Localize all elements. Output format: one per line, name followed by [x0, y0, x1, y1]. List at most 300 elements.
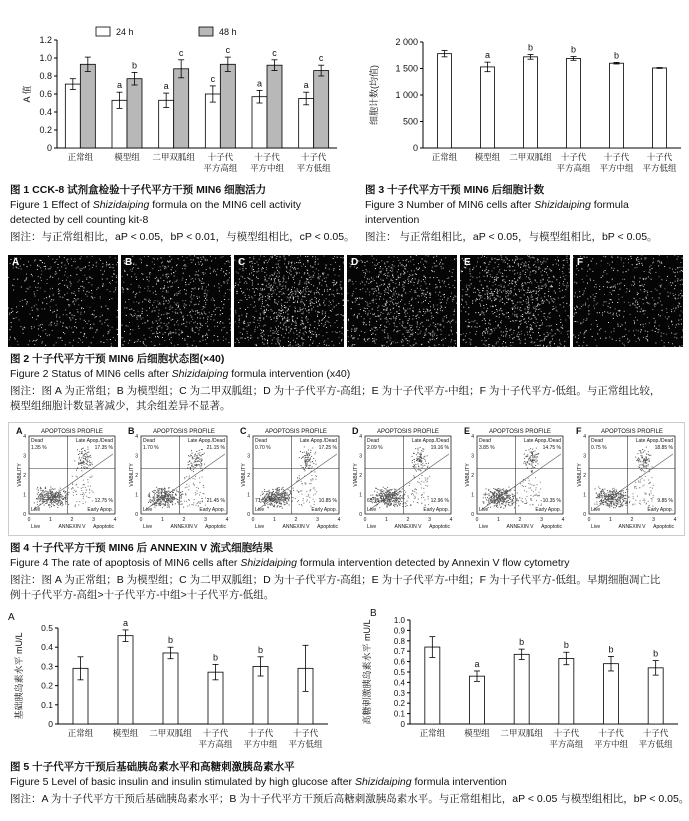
flow-x-tick: 3 — [428, 517, 431, 523]
flow-profile-title: APOPTOSIS PROFILE — [265, 429, 327, 435]
x-tick-label: 模型组 — [474, 152, 501, 162]
flow-y-axis-label: VIABILITY — [241, 463, 247, 487]
flow-plot — [13, 424, 121, 534]
fig2-cap-b: formula intervention (x40) — [228, 368, 351, 380]
flow-x-tick: 3 — [316, 517, 319, 523]
x-tick-label: 十子代 — [300, 152, 327, 162]
flow-panel-label: B — [128, 426, 135, 436]
y-tick-label: 0.1 — [41, 699, 53, 710]
y-tick-label: 0.4 — [39, 107, 52, 117]
flow-x-tick: 4 — [561, 517, 565, 523]
fig3-cap-a: Figure 3 Number of MIN6 cells after — [365, 199, 535, 211]
y-tick-label: 0.4 — [393, 678, 405, 688]
micrograph-image — [121, 255, 231, 347]
y-tick-label: 0.2 — [39, 125, 52, 135]
fig4-cap-a: Figure 4 The rate of apoptosis of MIN6 cells after — [10, 557, 241, 569]
fig3-cap-b: formula — [590, 199, 629, 211]
flow-y-tick: 2 — [247, 473, 250, 479]
flow-x-axis-label: ANNEXIN V — [282, 524, 310, 530]
y-tick-label: 1 000 — [395, 90, 418, 100]
bar — [80, 64, 95, 148]
figure-1-note: 图注：与正常组相比，aP < 0.05，bP < 0.01，与模型组相比，cP < 0.05。 — [10, 231, 355, 243]
q-late-label: Late Apop./Dead — [635, 438, 673, 444]
flow-y-axis-label: VIABILITY — [577, 463, 583, 487]
q-dead-pct: 1.35 % — [31, 445, 47, 451]
fig2-cap-a: Figure 2 Status of MIN6 cells after — [10, 368, 172, 380]
figure-4-flow-plots — [8, 422, 685, 536]
micrograph-panel — [573, 255, 683, 347]
significance-mark: c — [178, 47, 184, 58]
x-tick-label: 十子代 — [603, 152, 630, 162]
x-tick-label: 正常组 — [419, 728, 446, 738]
x-tick-label: 十子代 — [202, 728, 229, 738]
flow-x-tick: 1 — [161, 517, 164, 523]
x-tick-label: 平方高组 — [203, 163, 238, 173]
figure-4-note-1: 图注：图 A 为正常组；B 为模型组；C 为二甲双胍组；D 为十子代平方-高组；E 为十子代平方-中组；F 为十子代平方-低组。早期细胞凋亡比 — [10, 574, 661, 586]
flow-y-tick: 0 — [583, 512, 586, 518]
flow-y-tick: 1 — [247, 492, 250, 499]
flow-x-axis-label: ANNEXIN V — [170, 524, 198, 530]
figure-5b-chart — [348, 606, 688, 756]
micrograph-panel — [460, 255, 570, 347]
flow-x-apop: Apoptotic — [205, 524, 226, 530]
bar — [118, 636, 133, 724]
y-tick-label: 0 — [48, 719, 53, 729]
q-dead-label: Dead — [479, 438, 491, 444]
panel-label-a: A — [8, 612, 15, 623]
significance-mark: b — [563, 640, 569, 651]
flow-x-tick: 3 — [204, 517, 207, 523]
legend-label-48h: 48 h — [219, 27, 237, 37]
y-tick-label: 0.9 — [393, 626, 405, 636]
significance-mark: c — [225, 45, 231, 56]
fig5-cap-ital: Shizidaiping — [354, 776, 412, 788]
x-tick-label: 正常组 — [67, 728, 94, 738]
flow-profile-title: APOPTOSIS PROFILE — [489, 429, 551, 435]
x-tick-label: 模型组 — [464, 728, 490, 738]
y-tick-label: 1.0 — [393, 616, 405, 625]
significance-mark: a — [116, 80, 123, 91]
x-tick-label: 平方高组 — [556, 163, 591, 173]
q-early-label: Early Apop. — [87, 507, 113, 513]
significance-mark: a — [484, 50, 491, 61]
bar — [470, 676, 485, 724]
figure-2-note-2: 模型组细胞计数显著减少，其余组差异不显著。 — [10, 400, 231, 412]
figure-3-caption-en-line2: intervention — [365, 214, 420, 226]
q-late-pct: 18.85 % — [654, 445, 673, 451]
flow-x-tick: 3 — [540, 517, 543, 523]
x-tick-label: 十子代 — [254, 152, 280, 162]
y-tick-label: 0.6 — [39, 89, 52, 99]
x-tick-label: 正常组 — [67, 152, 94, 162]
flow-profile-title: APOPTOSIS PROFILE — [601, 429, 663, 435]
fig1-cap-a: Figure 1 Effect of — [10, 199, 93, 211]
y-tick-label: 1.0 — [39, 53, 52, 63]
flow-y-tick: 3 — [23, 453, 26, 460]
significance-mark: b — [527, 42, 534, 53]
q-late-label: Late Apop./Dead — [75, 438, 113, 444]
x-tick-label: 平方中组 — [249, 163, 285, 173]
x-tick-label: 正常组 — [431, 152, 458, 162]
x-tick-label: 二甲双胍组 — [500, 728, 543, 738]
figure-2-micrographs — [8, 255, 683, 347]
figure-2-caption-cn: 图 2 十子代平方干预 MIN6 后细胞状态图(×40) — [10, 353, 225, 365]
flow-x-tick: 3 — [92, 517, 95, 523]
fig5-cap-b: formula intervention — [411, 776, 507, 788]
bar — [567, 58, 581, 148]
x-tick-label: 十子代 — [207, 152, 234, 162]
x-tick-label: 二甲双胍组 — [509, 152, 552, 162]
q-dead-pct: 1.70 % — [143, 445, 159, 451]
flow-plot — [237, 424, 345, 534]
flow-x-tick: 3 — [652, 517, 655, 523]
figure-5-caption-cn: 图 5 十子代平方干预后基础胰岛素水平和高糖刺激胰岛素水平 — [10, 761, 295, 773]
flow-y-tick: 4 — [583, 434, 586, 440]
y-tick-label: 0.2 — [393, 699, 405, 709]
y-axis-label: 基础胰岛素水平 mU/L — [14, 632, 24, 720]
q-dead-label: Dead — [31, 438, 43, 444]
q-dead-pct: 0.70 % — [255, 445, 271, 451]
significance-mark: b — [212, 652, 219, 663]
fig1-cap-ital: Shizidaiping — [92, 199, 150, 211]
q-early-label: Early Apop. — [199, 507, 225, 513]
significance-mark: b — [613, 50, 620, 61]
figure-1-chart — [0, 0, 350, 180]
flow-panel-label: A — [16, 426, 23, 436]
flow-x-tick: 0 — [587, 517, 591, 523]
fig5-cap-a: Figure 5 Level of basic insulin and insulin stimulated by high glucose after — [10, 776, 355, 788]
x-tick-label: 十子代 — [247, 728, 274, 738]
bar — [653, 68, 667, 148]
y-tick-label: 0.8 — [393, 636, 405, 646]
micrograph-panel — [234, 255, 344, 347]
y-axis-label: 细胞计数(均值) — [369, 65, 379, 125]
flow-y-axis-label: VIABILITY — [465, 463, 471, 487]
bar — [127, 79, 142, 148]
figure-5a-chart — [0, 606, 340, 756]
significance-mark: a — [474, 658, 480, 669]
flow-y-tick: 1 — [135, 492, 138, 499]
y-tick-label: 0.8 — [39, 71, 52, 81]
micrograph-label: C — [238, 257, 246, 268]
flow-panel-label: F — [576, 426, 582, 436]
flow-y-axis-label: VIABILITY — [17, 463, 23, 487]
micrograph-panel — [121, 255, 231, 347]
flow-x-tick: 1 — [385, 517, 388, 523]
significance-mark: b — [257, 644, 264, 655]
x-tick-label: 平方高组 — [198, 739, 233, 749]
flow-y-tick: 4 — [247, 434, 250, 440]
q-early-pct: 21.45 % — [206, 498, 225, 504]
flow-profile-title: APOPTOSIS PROFILE — [153, 429, 215, 435]
bar — [299, 99, 314, 149]
figure-1-caption-en — [10, 198, 301, 212]
y-tick-label: 0.1 — [393, 709, 405, 719]
flow-y-tick: 2 — [583, 473, 586, 479]
flow-x-apop: Apoptotic — [317, 524, 338, 530]
flow-x-tick: 1 — [49, 517, 52, 523]
micrograph-image — [460, 255, 570, 347]
flow-x-tick: 2 — [70, 517, 74, 523]
figure-4-caption-cn: 图 4 十子代平方干预 MIN6 后 ANNEXIN V 流式细胞结果 — [10, 542, 274, 554]
q-early-label: Early Apop. — [535, 507, 561, 513]
flow-x-axis-label: ANNEXIN V — [394, 524, 422, 530]
q-early-label: Early Apop. — [647, 507, 673, 513]
significance-mark: b — [131, 60, 138, 71]
figure-5a — [0, 606, 340, 756]
x-tick-label: 十子代 — [642, 728, 669, 738]
flow-y-tick: 3 — [471, 453, 474, 460]
y-tick-label: 0.5 — [393, 668, 405, 677]
figure-3 — [355, 0, 689, 180]
significance-mark: b — [570, 44, 577, 55]
q-early-label: Early Apop. — [423, 507, 449, 513]
figure-3-caption-cn: 图 3 十子代平方干预 MIN6 后细胞计数 — [365, 184, 545, 196]
figure-2-note-1: 图注：图 A 为正常组；B 为模型组；C 为二甲双胍组；D 为十子代平方-高组；E 为十子代平方-中组；F 为十子代平方-低组。与正常组比较， — [10, 385, 661, 397]
q-late-label: Late Apop./Dead — [187, 438, 225, 444]
flow-x-tick: 1 — [497, 517, 500, 523]
flow-panel-label: C — [240, 426, 247, 436]
y-tick-label: 1.2 — [39, 35, 52, 45]
bar — [267, 65, 282, 148]
flow-x-tick: 2 — [630, 517, 634, 523]
q-early-pct: 12.75 % — [94, 498, 113, 504]
q-live-pct: 65.75 % — [367, 498, 386, 504]
q-early-pct: 10.85 % — [318, 498, 337, 504]
x-tick-label: 平方中组 — [243, 739, 278, 749]
y-tick-label: 0.5 — [41, 623, 53, 633]
flow-profile-title: APOPTOSIS PROFILE — [377, 429, 439, 435]
flow-y-tick: 4 — [471, 434, 474, 440]
flow-y-tick: 2 — [359, 473, 362, 479]
y-axis-label: A 值 — [22, 85, 32, 103]
significance-mark: a — [303, 80, 309, 91]
y-tick-label: 0.6 — [393, 657, 405, 667]
bar — [604, 664, 619, 724]
flow-x-live: Live — [591, 524, 601, 530]
flow-y-tick: 1 — [583, 492, 586, 499]
figure-1-caption-en-line2: detected by cell counting kit-8 — [10, 214, 149, 226]
q-dead-label: Dead — [367, 438, 379, 444]
significance-mark: a — [163, 81, 169, 92]
flow-x-tick: 0 — [251, 517, 255, 523]
x-tick-label: 十子代 — [292, 728, 319, 738]
x-tick-label: 平方中组 — [593, 739, 629, 749]
x-tick-label: 模型组 — [114, 152, 140, 162]
q-early-pct: 10.35 % — [542, 498, 561, 504]
micrograph-label: B — [125, 257, 133, 268]
q-live-label: Live — [255, 507, 265, 513]
y-axis-label: 高糖刺激胰岛素水平 mU/L — [362, 619, 372, 725]
q-dead-pct: 3.85 % — [479, 445, 495, 451]
flow-x-tick: 4 — [449, 517, 453, 523]
bar — [438, 54, 452, 148]
bar — [610, 63, 624, 148]
flow-y-tick: 2 — [135, 473, 138, 479]
x-tick-label: 十子代 — [560, 152, 587, 162]
flow-x-tick: 0 — [139, 517, 143, 523]
flow-x-apop: Apoptotic — [429, 524, 450, 530]
significance-mark: c — [210, 73, 216, 84]
flow-y-tick: 3 — [583, 453, 586, 460]
fig4-cap-b: formula intervention detected by Annexin V flow cytometry — [296, 557, 570, 569]
flow-x-live: Live — [143, 524, 153, 530]
q-dead-label: Dead — [143, 438, 155, 444]
flow-y-tick: 0 — [247, 512, 250, 518]
micrograph-image — [573, 255, 683, 347]
micrograph-panel — [8, 255, 118, 347]
micrograph-label: D — [351, 257, 359, 268]
micrograph-image — [234, 255, 344, 347]
legend-swatch-48h — [199, 27, 213, 36]
x-tick-label: 平方低组 — [288, 739, 323, 749]
q-late-pct: 21.15 % — [206, 445, 225, 451]
bar — [514, 654, 529, 724]
y-tick-label: 0.7 — [393, 647, 405, 657]
q-late-pct: 17.25 % — [318, 445, 337, 451]
q-live-label: Live — [479, 507, 489, 513]
flow-y-tick: 3 — [359, 453, 362, 460]
flow-y-tick: 1 — [23, 492, 26, 499]
flow-x-tick: 1 — [273, 517, 276, 523]
micrograph-image — [347, 255, 457, 347]
flow-y-tick: 3 — [135, 453, 138, 460]
y-tick-label: 0.2 — [41, 680, 53, 691]
fig4-cap-ital: Shizidaiping — [240, 557, 297, 569]
x-tick-label: 模型组 — [112, 728, 139, 738]
bar — [648, 668, 663, 724]
flow-y-tick: 2 — [471, 473, 474, 479]
significance-mark: b — [608, 644, 614, 655]
flow-y-tick: 3 — [247, 453, 250, 460]
q-early-label: Early Apop. — [311, 507, 337, 513]
bar — [524, 57, 538, 148]
bar — [163, 653, 178, 724]
fig3-cap-ital: Shizidaiping — [534, 199, 591, 211]
flow-x-axis-label: ANNEXIN V — [58, 524, 86, 530]
significance-mark: a — [122, 617, 129, 628]
flow-x-tick: 2 — [518, 517, 522, 523]
significance-mark: c — [318, 53, 324, 64]
flow-x-tick: 1 — [609, 517, 612, 523]
q-late-pct: 14.75 % — [542, 445, 561, 451]
x-tick-label: 二甲双胍组 — [152, 152, 195, 162]
flow-panel-label: E — [464, 426, 471, 436]
flow-x-apop: Apoptotic — [541, 524, 562, 530]
flow-x-tick: 0 — [363, 517, 367, 523]
x-tick-label: 平方低组 — [642, 163, 677, 173]
q-live-label: Live — [31, 507, 41, 513]
y-tick-label: 500 — [402, 116, 418, 127]
figure-1 — [0, 0, 350, 180]
q-late-pct: 19.16 % — [430, 445, 449, 451]
y-tick-label: 0.3 — [41, 661, 53, 672]
figure-4-note-2: 例十子代平方-高组>十子代平方-中组>十子代平方-低组。 — [10, 589, 275, 601]
flow-x-axis-label: ANNEXIN V — [618, 524, 646, 530]
flow-y-tick: 0 — [135, 512, 138, 518]
flow-x-tick: 0 — [27, 517, 31, 523]
flow-y-tick: 0 — [471, 512, 474, 518]
q-early-pct: 12.96 % — [430, 498, 449, 504]
significance-mark: c — [272, 47, 277, 58]
q-dead-label: Dead — [255, 438, 267, 444]
panel-label-b: B — [370, 608, 377, 619]
bar — [425, 647, 440, 724]
significance-mark: b — [519, 637, 525, 648]
flow-plot — [125, 424, 233, 534]
flow-x-tick: 2 — [182, 517, 186, 523]
bar — [174, 69, 189, 148]
q-live-label: Live — [591, 507, 601, 513]
fig2-cap-ital: Shizidaiping — [171, 368, 229, 380]
x-tick-label: 平方高组 — [549, 739, 584, 749]
flow-y-axis-label: VIABILITY — [129, 463, 135, 487]
q-early-pct: 9.85 % — [657, 498, 673, 504]
flow-y-tick: 2 — [23, 473, 26, 479]
figure-3-chart — [355, 0, 689, 180]
flow-x-live: Live — [255, 524, 265, 530]
figure-3-caption-en — [365, 198, 629, 212]
q-dead-pct: 0.75 % — [591, 445, 607, 451]
figure-5-note: 图注：A 为十子代平方干预后基础胰岛素水平；B 为十子代平方干预后高糖刺激胰岛素水平。与正常组相比，aP < 0.05 与模型组相比，bP < 0.05。 — [10, 793, 689, 805]
flow-x-axis-label: ANNEXIN V — [506, 524, 534, 530]
flow-x-live: Live — [367, 524, 377, 530]
y-tick-label: 1 500 — [395, 63, 418, 74]
flow-y-tick: 0 — [23, 512, 26, 518]
flow-panel-label: D — [352, 426, 359, 436]
flow-plot — [573, 424, 681, 534]
x-tick-label: 二甲双胍组 — [149, 728, 192, 738]
significance-mark: b — [653, 648, 659, 659]
legend-label-24h: 24 h — [116, 27, 134, 37]
y-tick-label: 2 000 — [395, 37, 418, 47]
x-tick-label: 平方中组 — [599, 163, 634, 173]
x-tick-label: 平方低组 — [296, 163, 331, 173]
flow-x-apop: Apoptotic — [93, 524, 114, 530]
y-tick-label: 0.3 — [393, 688, 405, 698]
flow-x-tick: 4 — [673, 517, 677, 523]
fig1-cap-b: formula on the MIN6 cell activity — [149, 199, 302, 211]
flow-x-live: Live — [479, 524, 489, 530]
figure-3-note: 图注： 与正常组相比，aP < 0.05，与模型组相比，bP < 0.05。 — [365, 231, 658, 243]
x-tick-label: 十子代 — [646, 152, 673, 162]
figure-2-caption-en — [10, 367, 350, 381]
flow-y-tick: 0 — [359, 512, 362, 518]
significance-mark: b — [167, 635, 174, 646]
flow-y-tick: 4 — [23, 434, 26, 440]
q-late-label: Late Apop./Dead — [299, 438, 337, 444]
x-tick-label: 十子代 — [553, 728, 580, 738]
q-live-label: Live — [143, 507, 153, 513]
flow-profile-title: APOPTOSIS PROFILE — [41, 429, 103, 435]
micrograph-image — [8, 255, 118, 347]
q-live-label: Live — [367, 507, 377, 513]
figure-1-caption-cn: 图 1 CCK-8 试剂盒检验十子代平方干预 MIN6 细胞活力 — [10, 184, 267, 196]
bar — [65, 84, 80, 148]
q-dead-label: Dead — [591, 438, 603, 444]
flow-x-apop: Apoptotic — [653, 524, 674, 530]
flow-x-tick: 4 — [337, 517, 341, 523]
flow-x-tick: 2 — [294, 517, 298, 523]
q-live-pct: 71.35 % — [255, 498, 274, 504]
y-tick-label: 0 — [412, 143, 418, 153]
figure-5-caption-en — [10, 775, 507, 789]
x-tick-label: 平方低组 — [638, 739, 673, 749]
flow-y-axis-label: VIABILITY — [353, 463, 359, 487]
micrograph-label: E — [464, 257, 471, 268]
bar — [252, 97, 267, 148]
q-late-pct: 17.35 % — [94, 445, 113, 451]
